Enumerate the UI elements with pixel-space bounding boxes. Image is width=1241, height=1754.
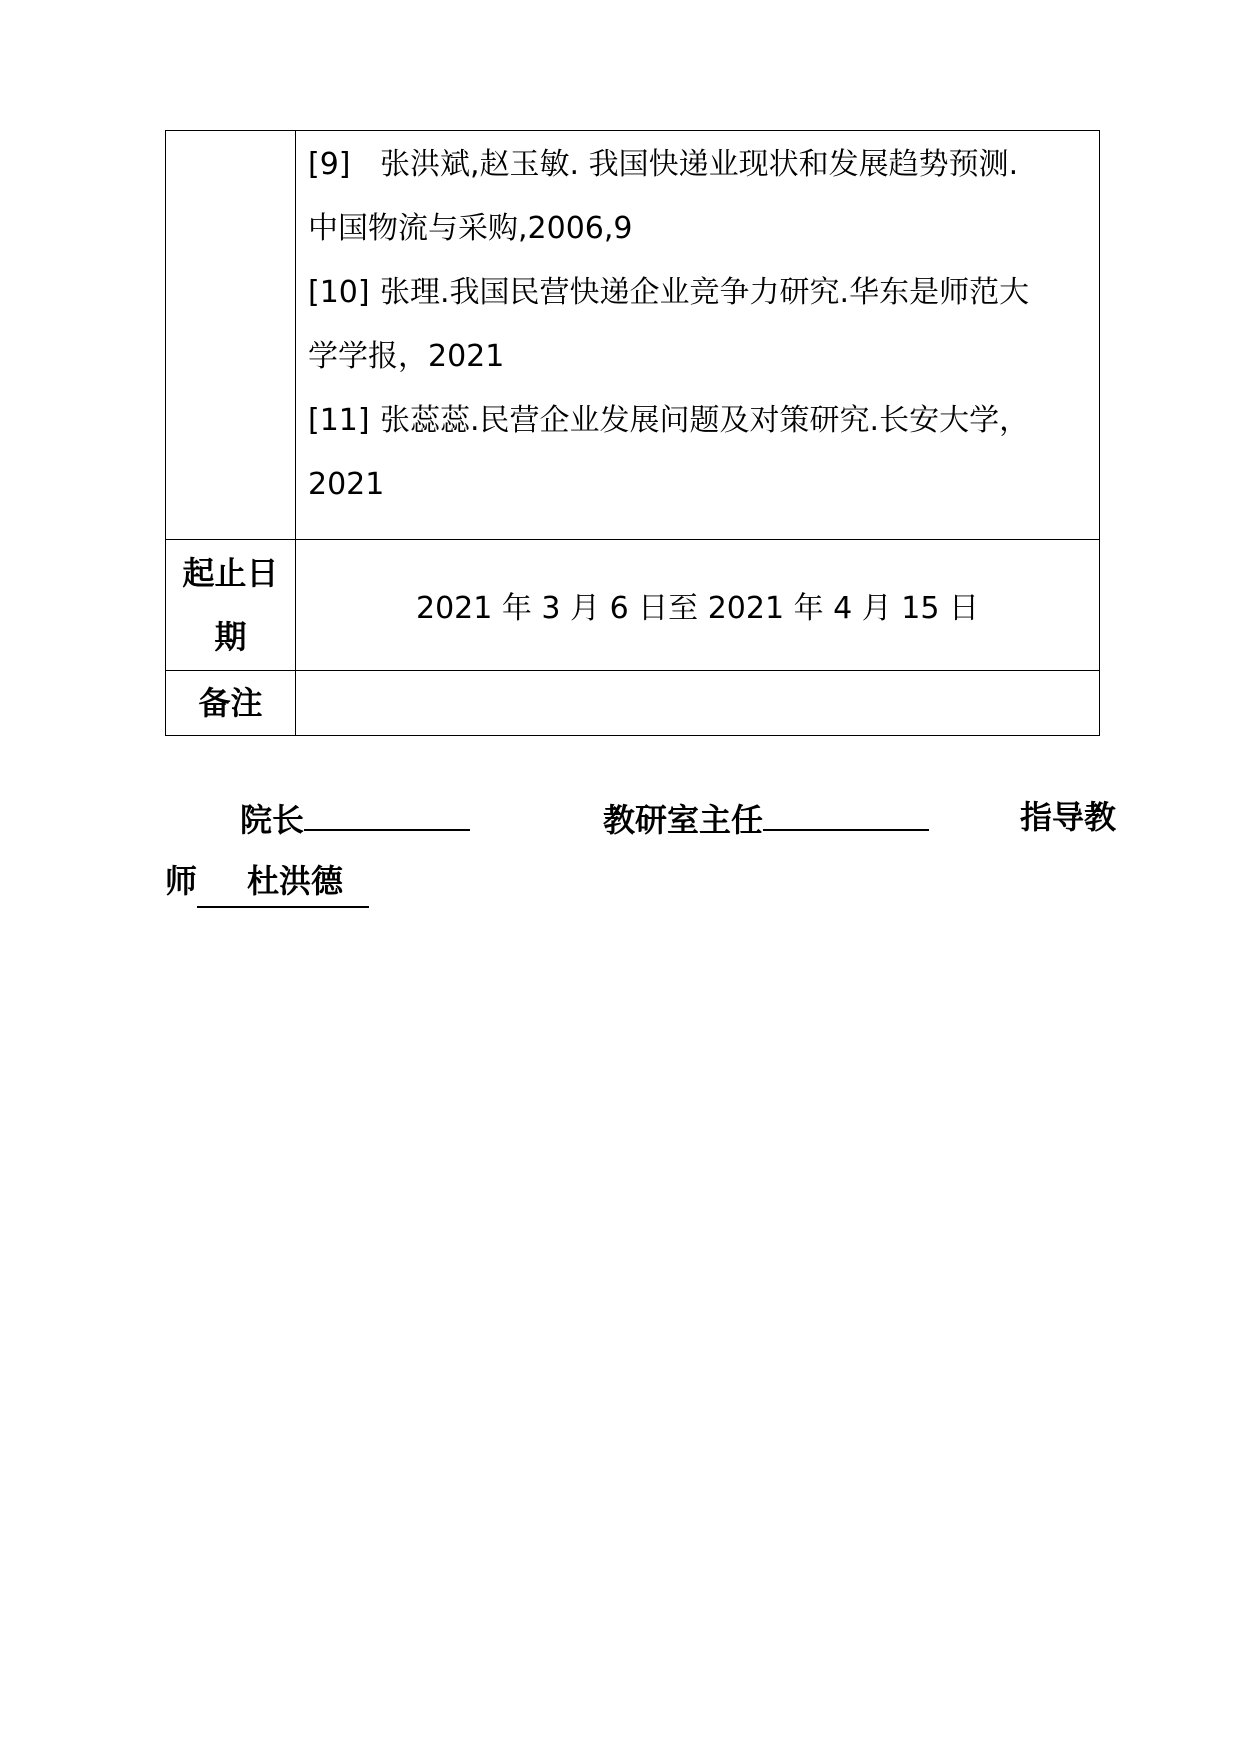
advisor-label-part1: 指导教 (1020, 798, 1117, 836)
dean-signature-line (304, 785, 470, 831)
office-director-label: 教研室主任 (603, 801, 764, 839)
signature-block (165, 785, 1125, 913)
advisor-label-part2: 师 (165, 862, 198, 900)
advisor-name: 杜洪德 (197, 856, 369, 908)
reference-item: [9] 张洪斌,赵玉敏. 我国快递业现状和发展趋势预测. (308, 147, 1019, 182)
office-director-signature-line (763, 785, 929, 831)
office-director-signature (603, 785, 929, 852)
dean-label: 院长 (240, 801, 305, 839)
signature-row-1 (165, 785, 1125, 849)
reference-item-continuation: 2021 (308, 467, 385, 502)
reference-item-continuation: 学学报，2021 (308, 339, 505, 374)
date-value: 2021 年 3 月 6 日至 2021 年 4 月 15 日 (296, 540, 1100, 671)
proposal-form-table (165, 130, 1100, 736)
references-row (166, 131, 1100, 540)
reference-item-continuation: 中国物流与采购,2006,9 (308, 211, 633, 246)
date-label: 起止日 期 (166, 540, 296, 671)
reference-item: [10] 张理.我国民营快递企业竞争力研究.华东是师范大 (308, 275, 1030, 310)
advisor-signature (165, 849, 369, 913)
reference-item: [11] 张蕊蕊.民营企业发展问题及对策研究.长安大学， (308, 403, 1030, 438)
date-row (166, 540, 1100, 671)
references-cell (296, 131, 1100, 540)
signature-row-2 (165, 849, 1125, 913)
references-label-cell (166, 131, 296, 540)
notes-label: 备注 (166, 671, 296, 736)
notes-row (166, 671, 1100, 736)
notes-value (296, 671, 1100, 736)
dean-signature (240, 785, 470, 852)
